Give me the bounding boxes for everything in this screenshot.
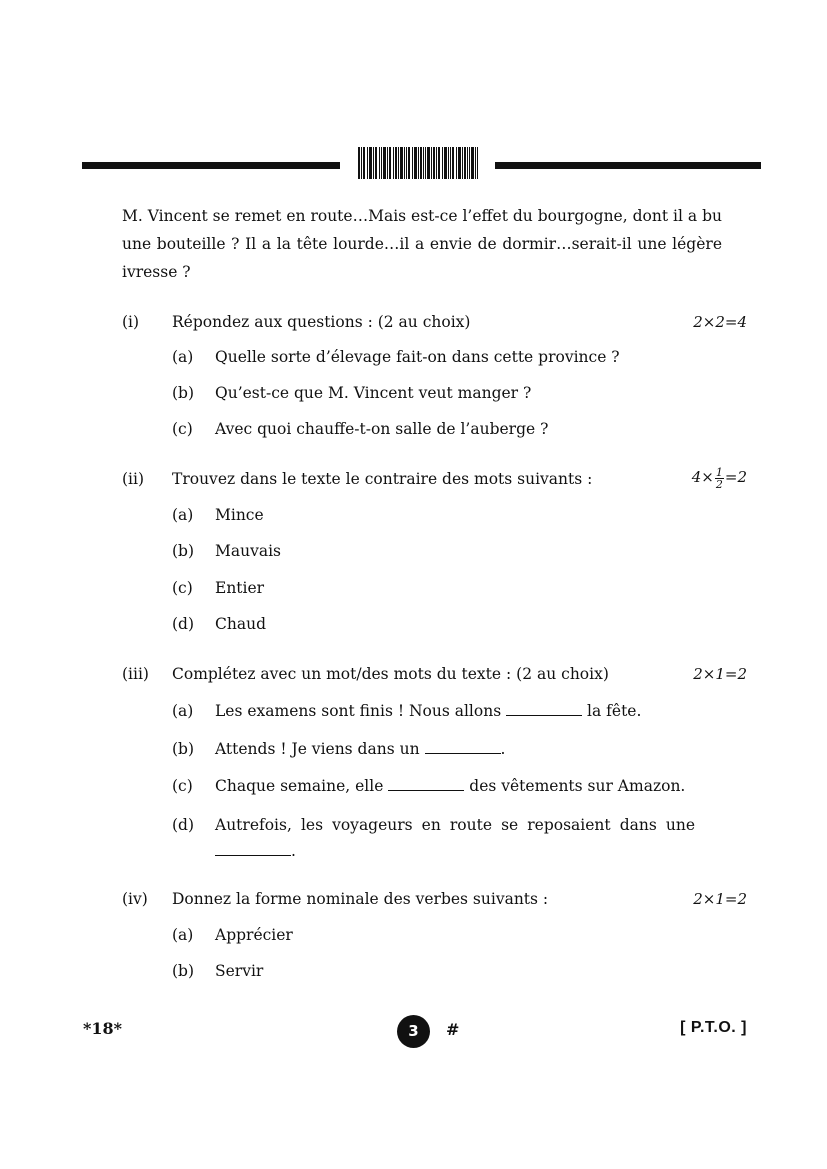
- question-3c-sentence: [215, 775, 685, 797]
- question-1c-letter: (c): [172, 420, 193, 438]
- question-4-marks: 2×1=2: [693, 890, 747, 908]
- question-2-marks: [692, 466, 747, 490]
- question-2c-text: Entier: [215, 579, 265, 597]
- question-1-marks: 2×2=4: [693, 313, 747, 331]
- sentence-before: Chaque semaine, elle: [215, 777, 384, 795]
- fill-blank[interactable]: [215, 841, 291, 856]
- pto-label: [ P.T.O. ]: [680, 1019, 747, 1036]
- question-1a-letter: (a): [172, 348, 194, 366]
- sentence-after: .: [500, 740, 506, 758]
- question-3-number: (iii): [122, 665, 149, 683]
- page-hash: #: [446, 1020, 460, 1039]
- question-3d-sentence-before: Autrefois, les voyageurs en route se reposaient dans une: [215, 816, 695, 834]
- sentence-after: des vêtements sur Amazon.: [469, 777, 686, 795]
- sentence-before: Attends ! Je viens dans un: [215, 740, 420, 758]
- sentence-after: .: [291, 842, 296, 860]
- question-2a-text: Mince: [215, 506, 264, 524]
- question-4-text: Donnez la forme nominale des verbes suivants :: [172, 890, 549, 908]
- question-2-marks-fraction: [715, 467, 724, 490]
- question-1a-text: Quelle sorte d’élevage fait-on dans cette province ?: [215, 348, 620, 366]
- question-2d-text: Chaud: [215, 615, 266, 633]
- fill-blank[interactable]: [425, 739, 501, 754]
- question-4-number: (iv): [122, 890, 148, 908]
- question-2-number: (ii): [122, 470, 145, 488]
- barcode-image: [358, 147, 478, 179]
- question-2b-text: Mauvais: [215, 542, 282, 560]
- question-3d-letter: (d): [172, 816, 195, 834]
- passage-text: M. Vincent se remet en route…Mais est-ce l’effet du bourgogne, dont il a bu une bouteille ? Il a la tête lourde…il a envie de dormir…serait-il une légère ivresse ?: [122, 207, 722, 281]
- question-3d-sentence-end: [215, 840, 296, 862]
- page-number-badge: 3: [397, 1015, 430, 1048]
- fraction-numerator: 1: [715, 465, 723, 479]
- question-2a-letter: (a): [172, 506, 194, 524]
- question-1-text: Répondez aux questions : (2 au choix): [172, 313, 471, 331]
- question-2c-letter: (c): [172, 579, 193, 597]
- question-3b-letter: (b): [172, 740, 195, 758]
- question-1c-text: Avec quoi chauffe-t-on salle de l’auberge ?: [215, 420, 549, 438]
- fraction-denominator: 2: [715, 477, 723, 491]
- question-2b-letter: (b): [172, 542, 195, 560]
- sentence-after: la fête.: [587, 702, 642, 720]
- sentence-before: Les examens sont finis ! Nous allons: [215, 702, 502, 720]
- question-4b-text: Servir: [215, 962, 264, 980]
- question-1b-text: Qu’est-ce que M. Vincent veut manger ?: [215, 384, 532, 402]
- question-2d-letter: (d): [172, 615, 195, 633]
- question-4a-letter: (a): [172, 926, 194, 944]
- header-rule-left: [82, 162, 340, 169]
- footer-code: *18*: [83, 1019, 122, 1038]
- question-3b-sentence: [215, 738, 505, 760]
- question-2-marks-prefix: 4×: [691, 468, 714, 486]
- fill-blank[interactable]: [506, 701, 582, 716]
- question-4a-text: Apprécier: [215, 926, 293, 944]
- fill-blank[interactable]: [388, 776, 464, 791]
- question-3-marks: 2×1=2: [693, 665, 747, 683]
- question-1-number: (i): [122, 313, 140, 331]
- question-2-marks-suffix: =2: [724, 468, 747, 486]
- question-4b-letter: (b): [172, 962, 195, 980]
- question-3a-letter: (a): [172, 702, 194, 720]
- header-rule-right: [495, 162, 761, 169]
- question-1b-letter: (b): [172, 384, 195, 402]
- question-2-text: Trouvez dans le texte le contraire des mots suivants :: [172, 470, 593, 488]
- question-3-text: Complétez avec un mot/des mots du texte : (2 au choix): [172, 665, 609, 683]
- question-3c-letter: (c): [172, 777, 193, 795]
- question-3a-sentence: [215, 700, 641, 722]
